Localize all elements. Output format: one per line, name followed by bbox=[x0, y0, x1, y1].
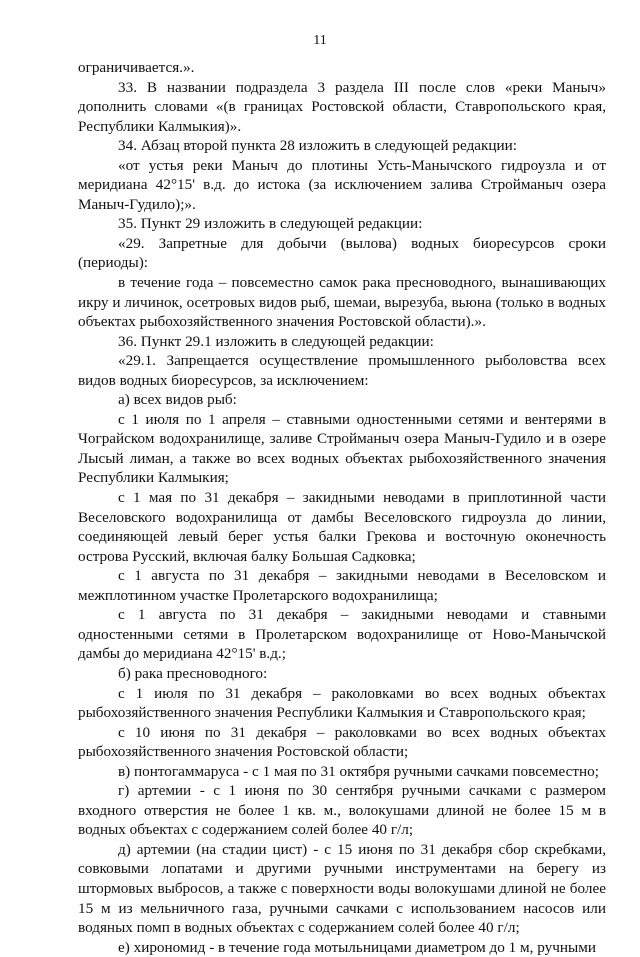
paragraph-item-29: «29. Запретные для добычи (вылова) водных биоресурсов сроки (периоды): bbox=[78, 234, 606, 272]
paragraph-item-34: 34. Абзац второй пункта 28 изложить в следующей редакции: bbox=[118, 137, 518, 155]
paragraph-subitem-d: д) артемии (на стадии цист) - с 15 июня по 31 декабря сбор скребками, совковыми лопатами и другими ручными инструментами на берегу из штормовых выбросов, а также с поверхности воды волокушами длиной не более 15 м из мельничного газа, ручными сачками с использованием насосов или водяных помп в водных объектах с содержанием солей более 40 г/л; bbox=[78, 840, 606, 937]
paragraph-continuation: ограничивается.». bbox=[78, 59, 195, 76]
paragraph-subitem-g: г) артемии - с 1 июня по 30 сентября ручными сачками с размером входного отверстия не более 1 кв. м., волокушами длиной не более 15 м в водных объектах с содержанием солей более 40 г/л; bbox=[78, 782, 606, 839]
paragraph-item-35: 35. Пункт 29 изложить в следующей редакции: bbox=[118, 215, 423, 233]
paragraph-item-36: 36. Пункт 29.1 изложить в следующей редакции: bbox=[118, 332, 434, 350]
paragraph-period-5: с 1 июля по 31 декабря – раколовками во всех водных объектах рыбохозяйственного значения Республики Калмыкия и Ставропольского края; bbox=[78, 684, 606, 722]
page-number: 11 bbox=[313, 33, 327, 48]
paragraph-subitem-v: в) понтогаммаруса - с 1 мая по 31 октября ручными сачками повсеместно; bbox=[118, 762, 599, 780]
document-body bbox=[78, 58, 606, 957]
paragraph-period-4: с 1 августа по 31 декабря – закидными неводами и ставными одностенными сетями в Пролетарском водохранилище от Ново-Манычской дамбы до меридиана 42°15' в.д.; bbox=[78, 606, 606, 663]
paragraph-subitem-b: б) рака пресноводного: bbox=[118, 664, 268, 682]
paragraph-item-29-body: в течение года – повсеместно самок рака пресноводного, вынашивающих икру и личинок, осетровых видов рыб, шемаи, вырезуба, вьюна (только в водных объектах рыбохозяйственного значения Ростовской области).». bbox=[78, 274, 606, 331]
paragraph-subitem-a: а) всех видов рыб: bbox=[118, 391, 237, 409]
paragraph-period-2: с 1 мая по 31 декабря – закидными неводами в приплотинной части Веселовского водохранилища от дамбы Веселовского гидроузла до линии, соединяющей левый берег устья балки Грекова и восточную оконечность острова Русский, включая балку Большая Садковка; bbox=[78, 489, 606, 565]
paragraph-item-29-1: «29.1. Запрещается осуществление промышленного рыболовства всех видов водных биоресурсов, за исключением: bbox=[78, 352, 606, 389]
paragraph-period-3: с 1 августа по 31 декабря – закидными неводами в Веселовском и межплотинном участке Пролетарского водохранилища; bbox=[78, 567, 606, 604]
paragraph-subitem-e: е) хирономид - в течение года мотыльницами диаметром до 1 м, ручными bbox=[118, 938, 596, 956]
paragraph-item-34-quote: «от устья реки Маныч до плотины Усть-Манычского гидроузла и от меридиана 42°15' в.д. до истока (за исключением залива Стройманыч озера Маныч-Гудило);». bbox=[78, 156, 606, 213]
paragraph-period-1: с 1 июля по 1 апреля – ставными одностенными сетями и вентерями в Чограйском водохранилище, заливе Стройманыч озера Маныч-Гудило и в озере Лысый лиман, а также во всех водных объектах рыбохозяйственного значения Республики Калмыкия; bbox=[78, 410, 606, 487]
paragraph-period-6: с 10 июня по 31 декабря – раколовками во всех водных объектах рыбохозяйственного значения Ростовской области; bbox=[78, 723, 606, 761]
paragraph-item-33: 33. В названии подраздела 3 раздела III после слов «реки Маныч» дополнить словами «(в границах Ростовской области, Ставропольского края, Республики Калмыкия)». bbox=[78, 78, 606, 135]
